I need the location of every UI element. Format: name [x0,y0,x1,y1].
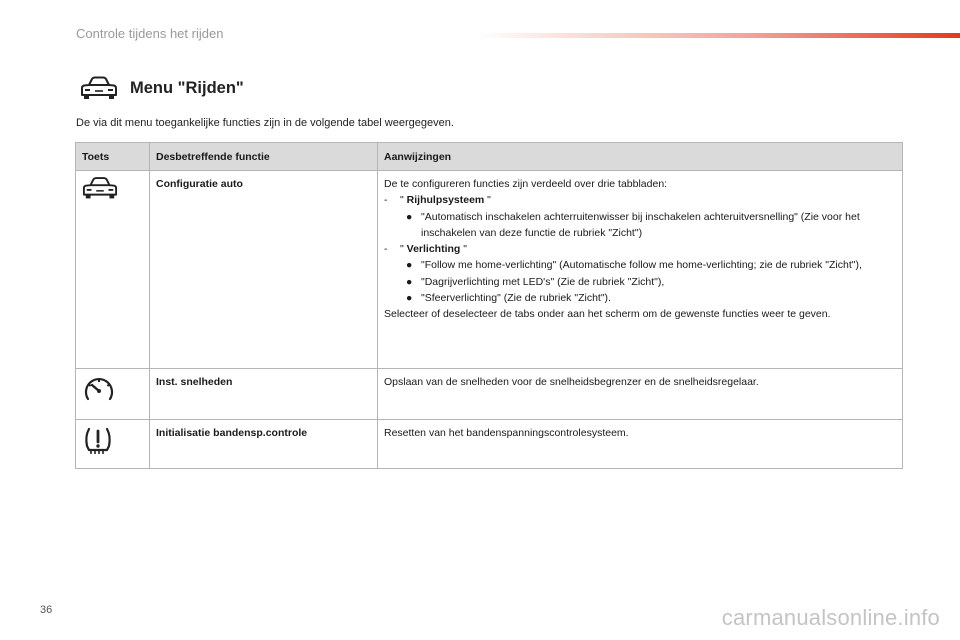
notes-cell [378,171,903,369]
key-cell [76,420,150,469]
header-function: Desbetreffende functie [150,143,378,171]
header-key: Toets [76,143,150,171]
table-row [76,420,903,469]
notes-bullet: ● "Follow me home-verlichting" (Automatische follow me home-verlichting; zie de rubriek "Zicht"), [406,259,862,272]
notes-group-heading: - " Verlichting " [384,243,467,256]
watermark: carmanualsonline.info [721,605,940,630]
intro-text: De via dit menu toegankelijke functies zijn in de volgende tabel weergegeven. [76,117,454,129]
key-cell [76,171,150,369]
key-cell [76,369,150,420]
tyre-pressure-warning-icon [82,425,114,457]
tab-name: Verlichting [406,243,461,256]
function-name: Initialisatie bandensp.controle [150,420,378,469]
car-icon [80,76,118,100]
section-heading [80,76,244,100]
function-table [75,142,903,469]
section-title: Menu "Rijden" [130,78,244,97]
notes-outro: Selecteer of deselecteer de tabs onder aan het scherm om de gewenste functies weer te geven. [384,308,831,321]
function-name: Inst. snelheden [150,369,378,420]
page-number: 36 [40,604,53,616]
function-name: Configuratie auto [150,171,378,369]
table-row [76,171,903,369]
notes-bullet: ● "Sfeerverlichting" (Zie de rubriek "Zicht"). [406,292,611,305]
notes-cell: Opslaan van de snelheden voor de snelheidsbegrenzer en de snelheidsregelaar. [378,369,903,420]
tab-name: Rijhulpsysteem [406,194,485,207]
notes-intro: De te configureren functies zijn verdeeld over drie tabbladen: [384,178,668,190]
speedometer-icon [82,374,116,404]
header-accent-bar [476,33,960,38]
car-icon [82,176,118,200]
notes-bullet: ● "Dagrijverlichting met LED's" (Zie de rubriek "Zicht"), [406,275,665,288]
running-header: Controle tijdens het rijden [76,26,224,41]
notes-group-heading: - " Rijhulpsysteem " [384,194,491,207]
header-notes: Aanwijzingen [378,143,903,171]
table-row [76,369,903,420]
notes-bullet: ● "Automatisch inschakelen achterruitenwisser bij inschakelen achteruitversnelling" (Zie voor het inschakelen van deze functie de rubriek "Zicht") [406,210,860,239]
table-header-row [76,143,903,171]
notes-cell: Resetten van het bandenspanningscontrolesysteem. [378,420,903,469]
